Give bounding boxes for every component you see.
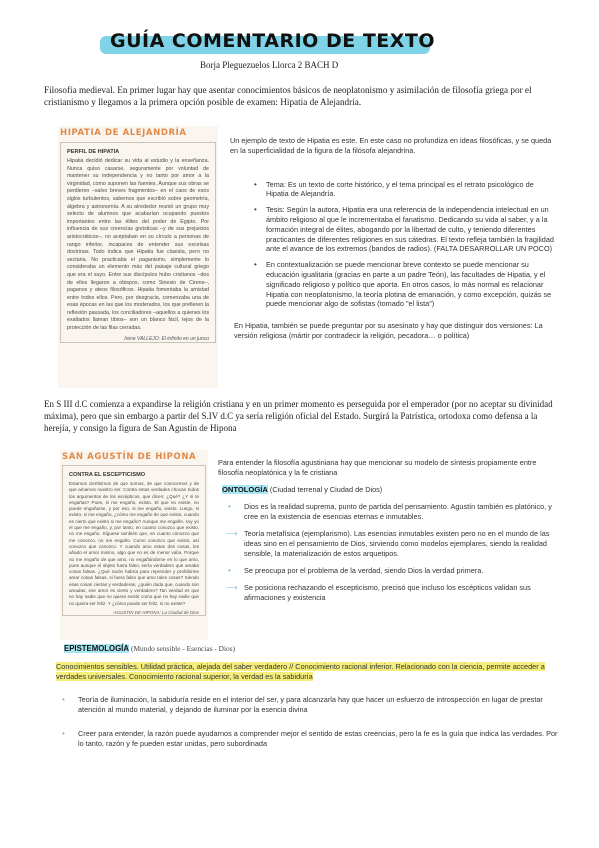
hipatia-scan-body: Hipatia decidió dedicar su vida al estudio y la enseñanza. Nunca quiso casarse, seguramente por voluntad de mantener su independencia y no tanto por amor a la virginidad, como suponen las fuentes. Aunque sus obras se perdieron –salvo breves fragmentos– en el caos de esos siglos turbulentos, sabemos que escribió sobre geometría, álgebra y astronomía. A su alrededor reunió un grupo muy selecto de alumnos que acabarían ocupando puestos importantes entre las élites del poder de Egipto. Por influencia de sus creencias gnósticas –y de sus prejuicios aristocráticos–, no aceptaban en su círculo a personas de rango inferior, incapaces de entender sus excelsas doctrinas. Todo indica que Hipatia fue clasista, pero no sectaria. No practicaba el paganismo, simplemente lo consideraba un elemento más del paisaje cultural griego que era el suyo. Entre sus discípulos hubo cristianos –dos de ellos llegaron a obispos, como Sinesio de Cirene–, paganos y ateos filosóficos. Hipatia fomentaba la amistad entre todos ellos. Pero, por desgracia, comenzaba una de esas épocas en las que los moderados, los que prefieren la reflexión pausada, los conciliadores –aquellos a quienes los exaltados llaman tibios– son un blanco fácil, lejos de la protección de las filas cerradas. (67, 158, 209, 332)
epistemologia-highlight-text: Conocimientos sensibles. Utilidad práctica, alejada del saber verdadero // Conocimiento racional inferior. Relacionado con la ciencia, permite acceder a verdades universales. Conocimiento racional superior, la verdad es la sabiduría (56, 661, 545, 681)
epistemologia-list (56, 695, 558, 748)
agustin-scan-title: SAN AGUSTÍN DE HIPONA (62, 452, 197, 462)
hipatia-scan-box (60, 142, 216, 343)
agustin-scan-subtitle: CONTRA EL ESCEPTICISMO (69, 472, 146, 478)
hipatia-scan-image (58, 126, 218, 388)
arrow-right-icon: ⟶ (226, 528, 238, 538)
bullet-dot-icon: • (254, 179, 257, 189)
ontologia-heading (218, 485, 558, 495)
hipatia-scan-subtitle: PERFIL DE HIPATIA (67, 149, 120, 155)
bullet-text: Dios es la realidad suprema, punto de partida del pensamiento. Agustín también es platónico, y cree en la existencia de esencias eternas e inmutables. (244, 502, 552, 522)
author-line: Borja Pleguezuelos Llorca 2 BACH D (200, 60, 339, 70)
hipatia-scan-title: HIPATIA DE ALEJANDRÍA (60, 128, 187, 138)
ontologia-sub: (Ciudad terrenal y Ciudad de Dios) (269, 484, 383, 494)
bullet-text: Teoría de iluminación, la sabiduría reside en el interior del ser, y para alcanzarla hay que hacer un esfuerzo de introspección en lugar de prestar atención al mundo material, y dejando de iluminar por la esencia divina (78, 695, 543, 715)
epistemologia-highlight-line (56, 662, 558, 682)
hipatia-bullet-list (230, 180, 555, 310)
list-item (226, 583, 558, 603)
ontologia-label: ONTOLOGÍA (222, 484, 268, 494)
bullet-text: Tesis: Según la autora, Hipatia era una referencia de la independencia intelectual en un ámbito religioso al que le incrementaba el fanatismo. Dedicando su vida al saber, y a la formación integral de élites, abogando por la libertad de culto, y teniendo diferentes practicantes de diferentes religiones en sus cátedras. El texto refleja también la fragilidad ante el avance de los extremos (bandos de radios). (FALTA DESARROLLAR UN POCO) (266, 205, 554, 254)
intro-paragraph (44, 84, 544, 108)
list-item (252, 180, 555, 200)
patristica-paragraph: En S III d.C comienza a expandirse la religión cristiana y en un primer momento es perseguida por el emperador (por no aceptar su divinidad máxima), pero que sin embargo a partir del S.IV d.C ya sería religión oficial del Estado. Surgirá la Patrística, ortodoxa como defensa a la herejía, y consigo la figura de San Agustín de Hipona (44, 399, 553, 433)
arrow-right-icon: ⟶ (226, 583, 238, 593)
agustin-scan-box (62, 465, 206, 616)
bullet-dot-icon: • (62, 695, 65, 705)
list-item (60, 695, 558, 715)
list-item (252, 205, 555, 254)
agustin-scan-body: Estamos ciertísimos de que somos, de que conocemos y de que amamos nuestro ser. Contra estas verdades chocan todos los argumentos de los escépticos, que dicen: ¿Qué? ¿Y si te engañas? Pues, si me engaño, existo. El que no existe, no puede engañarse, y por eso, si me engaño, existo. Luego, si existo, si me engaño, ¿cómo me engaño de que existo, cuando es cierto que existo si me engaño? Aunque me engañe, soy yo el que me engaño, y, por tanto, en cuanto conozco que existo, no me engaño. Síguese también que, en cuanto conozco que me conozco, no me engaño. Como conozco que existo, así conozco que conozco. Y cuando amo estas dos cosas, les añado el amor mismo, algo que no es de menor valía. Porque no me engaño de que amo, no engañándome en lo que amo, pues aunque el objeto fuera falso, sería verdadero que amaba cosas falsas. ¿Qué razón habría para reprender y prohibirme amar cosas falsas, si fuera falso que amo tales cosas? Siendo esas cosas ciertas y verdaderas, ¿quién duda que, cuando son amadas, ese amor es cierto y verdadero? Tan verdad es que no hay nadie que no quiera existir como que no hay nadie que no quiera ser feliz. Y ¿cómo puede ser feliz, si no existe? (69, 481, 199, 606)
ontologia-list (218, 502, 558, 602)
list-item (60, 729, 558, 749)
intro-text: Filosofía medieval. En primer lugar hay que asentar conocimientos básicos de neoplatonismo y asimilación de filosofía griega por el cristianismo y llegamos a la primera opción posible de examen: Hipatia de Alejandría. (44, 85, 532, 107)
agustin-notes (218, 458, 558, 609)
bullet-text: Tema: Es un texto de corte histórico, y el tema principal es el retrato psicológico de Hipatia de Alejandría. (266, 179, 534, 199)
bullet-dot-icon: • (228, 566, 231, 576)
bullet-text: En contextualización se puede mencionar breve contexto se puede mencionar su educación igualitaria (gracias en parte a un padre Teón), las facultades de Hipatia, y el significado religioso y político que aporta. En otros casos, lo más normal es relacionar Hipatia con neoplatonismo, la teoría plotina de emanación, y como excepción, quizás se puede mencionar algo de sofistas (tomado "el lista") (266, 260, 552, 309)
list-item (226, 529, 558, 558)
epistemologia-heading (56, 644, 558, 654)
list-item (226, 566, 558, 576)
bullet-dot-icon: • (254, 205, 257, 215)
hipatia-closing: En Hipatia, también se puede preguntar por su asesinato y hay que distinguir dos versiones: La versión religiosa (mártir por contradecir la religión, pecadora… o política) (234, 321, 543, 340)
title-block (100, 28, 436, 58)
page-title: GUÍA COMENTARIO DE TEXTO (110, 30, 436, 52)
epistemologia-section (56, 644, 558, 755)
list-item (226, 502, 558, 522)
epistemologia-label: EPISTEMOLOGÍA (64, 644, 129, 653)
list-item (252, 260, 555, 309)
agustin-scan-image (60, 450, 208, 640)
bullet-dot-icon: • (228, 502, 231, 512)
epistemologia-sub: (Mundo sensible - Esencias - Dios) (131, 644, 236, 653)
hipatia-lead: Un ejemplo de texto de Hipatia es este. En este caso no profundiza en ideas filosóficas, y se queda en la superficialidad de la figura de la filósofa alejandrina. (230, 136, 552, 155)
bullet-text: Se posiciona rechazando el escepticismo, precisó que incluso los escépticos validan sus afirmaciones y existencia (244, 583, 531, 602)
agustin-scan-cite: AGUSTÍN DE HIPONA: La Ciudad de Dios (113, 609, 199, 615)
bullet-dot-icon: • (254, 260, 257, 270)
bullet-text: Creer para entender, la razón puede ayudarnos a comprender mejor el sentido de estas creencias, pero la fe es la guía que indica las verdades. Por lo tanto, razón y fe pueden estar unidas, pero subordinada (78, 728, 558, 748)
agustin-lead: Para entender la filosofía agustiniana hay que mencionar su modelo de síntesis propiamente entre filosofía neoplatónica y la fe cristiana (218, 458, 537, 477)
bullet-text: Se preocupa por el problema de la verdad, siendo Dios la verdad primera. (244, 566, 484, 576)
bullet-dot-icon: • (62, 728, 65, 738)
hipatia-notes (230, 136, 555, 341)
hipatia-scan-cite: Irene VALLEJO: El infinito en un junco (124, 335, 209, 342)
bullet-text: Teoría metafísica (ejemplarismo). Las esencias inmutables existen pero no en el mundo de las ideas sino en el pensamiento de Dios, sirviendo como modelos ejemplares, siendo la realidad sensible, la materialización de estos arquetipos. (244, 528, 550, 558)
